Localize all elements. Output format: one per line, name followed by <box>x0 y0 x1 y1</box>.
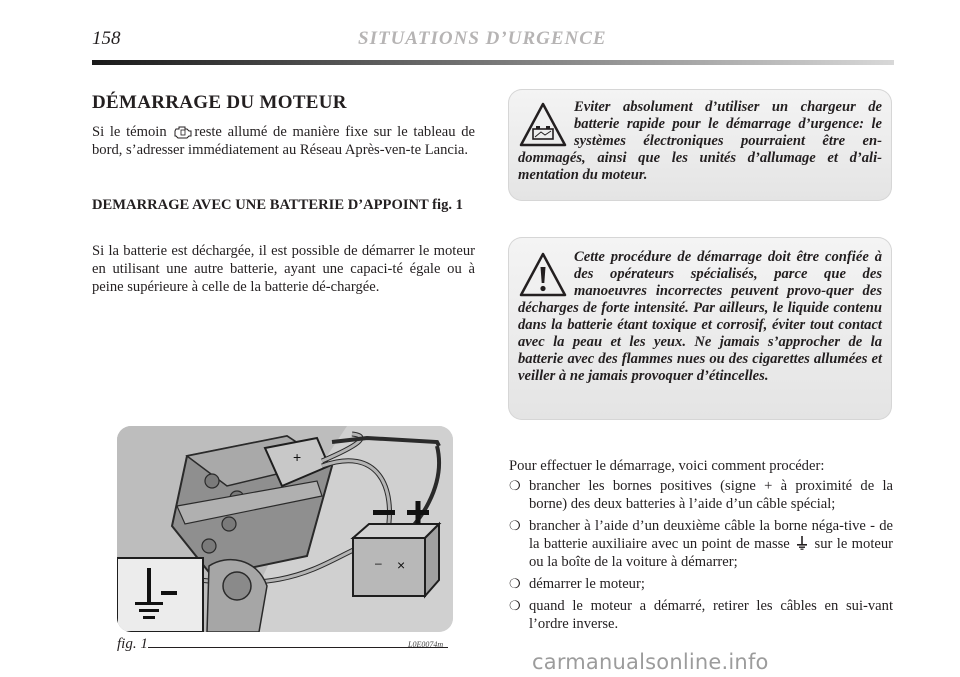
jump-start-drawing <box>117 426 453 632</box>
intro-text-end: reste allumé de manière fixe sur le tableau de bord, s’adresser immédiatement au Réseau Après-ven-te Lancia. <box>92 124 475 158</box>
jump-start-illustration <box>117 426 453 632</box>
figure-caption: fig. 1 <box>117 636 148 652</box>
list-item <box>509 477 893 513</box>
intro-text-start: Si le témoin <box>92 124 173 140</box>
step-text: démarrer le moteur; <box>529 576 645 592</box>
battery-paragraph: Si la batterie est déchargée, il est possible de démarrer le moteur en utilisant une autre batterie, ayant une capaci-té égale ou à peine supérieure à celle de la batterie dé-chargée. <box>92 243 475 295</box>
danger-triangle-icon <box>518 251 568 299</box>
ground-symbol-icon <box>797 536 807 550</box>
warning-box-procedure <box>508 237 892 420</box>
warning-text-procedure-body: Cette procédure de démarrage doit être confiée à des opérateurs spécialisés, parce que des manoeuvres incorrectes peuvent provo-quer des décharges de forte intensité. Par ailleurs, le liquide contenu dans la batterie étant toxique et corrosif, éviter tout contact avec la peau et les yeux. Ne jamais s’approcher de la batterie avec des flammes nues ou des cigarettes allumées et veiller à ne jamais provoquer d’étincelles. <box>518 249 882 384</box>
svg-text:+: + <box>293 449 302 465</box>
bullet-icon: ❍ <box>509 518 521 533</box>
list-item <box>509 517 893 571</box>
battery-warning-icon <box>518 101 568 149</box>
svg-text:–: – <box>375 556 382 570</box>
step-text: brancher les bornes positives (signe + à proximité de la borne) des deux batteries à l’aide d’un câble spécial; <box>529 478 893 512</box>
step-text: quand le moteur a démarré, retirer les câbles en sui-vant l’ordre inverse. <box>529 598 893 632</box>
warning-text-charger-body: Eviter absolument d’utiliser un chargeur de batterie rapide pour le démarrage d’urgence: le systèmes électroniques pourraient être en-dommagés, ainsi que les unités d’allumage et d’ali-mentation du moteur. <box>518 99 882 183</box>
section-title: DÉMARRAGE DU MOTEUR <box>92 92 347 113</box>
procedure-intro: Pour effectuer le démarrage, voici comment procéder: <box>509 458 825 474</box>
figure-caption-rule <box>148 647 448 648</box>
warning-box-charger <box>508 89 892 201</box>
bullet-icon: ❍ <box>509 576 521 591</box>
figure-code: L0E0074m <box>408 640 444 649</box>
sub-heading: DEMARRAGE AVEC UNE BATTERIE D’APPOINT fig. 1 <box>92 197 463 213</box>
bullet-icon: ❍ <box>509 478 521 493</box>
running-header: SITUATIONS D’URGENCE <box>358 28 607 49</box>
step-text-start: brancher à l’aide d’un deuxième câble la borne néga-tive - de la batterie auxiliaire avec un point de masse <box>529 518 893 552</box>
list-item <box>509 575 893 593</box>
bullet-icon: ❍ <box>509 598 521 613</box>
warning-text-charger <box>518 99 882 184</box>
list-item <box>509 597 893 633</box>
step-text-end: sur le moteur ou la boîte de la voiture à démarrer; <box>529 536 894 570</box>
warning-text-procedure <box>518 249 882 385</box>
engine-check-lamp-icon <box>174 124 192 139</box>
watermark: carmanualsonline.info <box>532 650 769 674</box>
procedure-steps <box>509 477 893 637</box>
page-number: 158 <box>92 28 121 49</box>
svg-text:×: × <box>397 557 406 573</box>
intro-paragraph <box>92 123 475 159</box>
header-rule <box>92 60 894 65</box>
